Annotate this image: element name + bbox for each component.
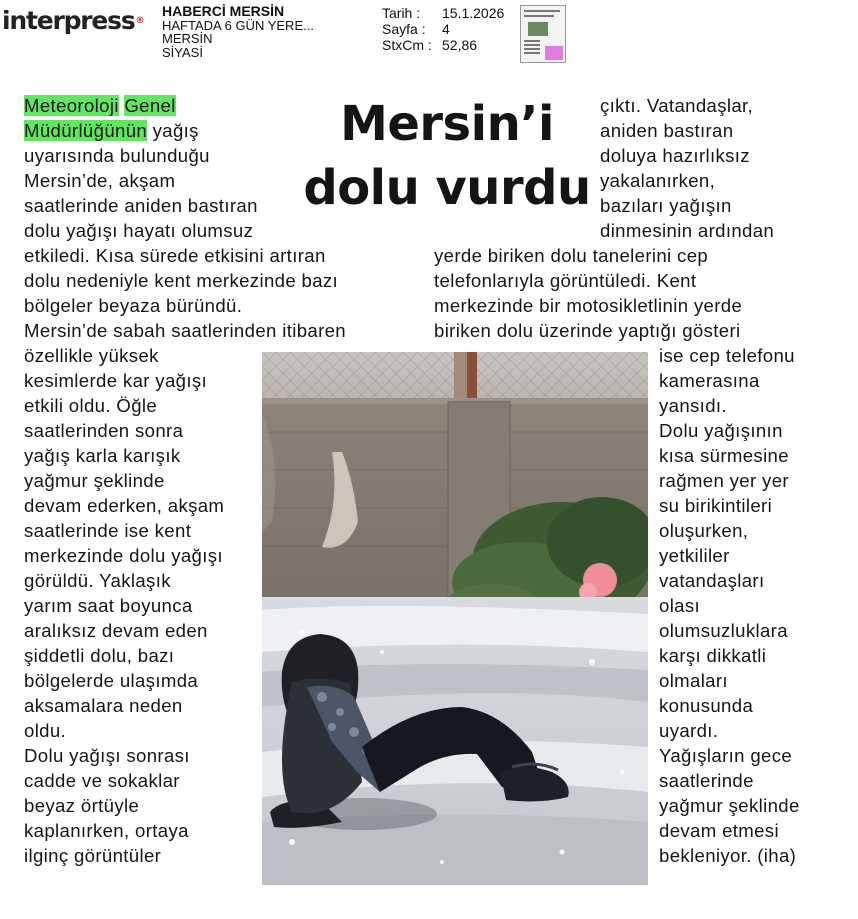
highlight-genel: Genel <box>124 95 176 116</box>
left-bottom-line: özellikle yüksek <box>24 345 159 366</box>
left-bottom-line: saatlerinden sonra <box>24 420 184 441</box>
right-column-bottom <box>659 343 800 868</box>
left-bottom-line: cadde ve sokaklar <box>24 770 180 791</box>
left-bottom-line: bölgelerde ulaşımda <box>24 670 199 691</box>
right-bottom-line: kısa sürmesine <box>659 445 789 466</box>
page-label: Sayfa : <box>382 21 426 37</box>
right-bottom-line: Yağışların gece <box>659 745 793 766</box>
page-value: 4 <box>442 21 450 37</box>
right-bottom-line: su birikintileri <box>659 495 773 516</box>
right-bottom-line: konusunda <box>659 695 754 716</box>
mid-line: yerde biriken dolu tanelerini cep <box>434 245 709 266</box>
left-bottom-line: yağış karla karışık <box>24 445 181 466</box>
right-top-line: bazıları yağışın <box>600 195 732 216</box>
left-bottom-line: kaplanırken, ortaya <box>24 820 189 841</box>
mid-line: biriken dolu üzerinde yaptığı gösteri <box>434 320 741 341</box>
date-value: 15.1.2026 <box>442 5 505 21</box>
left-bottom-line: görüldü. Yaklaşık <box>24 570 171 591</box>
left-bottom-line: Dolu yağışı sonrası <box>24 745 190 766</box>
right-top-line: doluya hazırlıksız <box>600 145 750 166</box>
right-top-line: çıktı. Vatandaşlar, <box>600 95 754 116</box>
wide-line: bölgeler beyaza büründü. <box>24 295 243 316</box>
left-bottom-line: beyaz örtüyle <box>24 795 140 816</box>
right-bottom-line: karşı dikkatli <box>659 645 767 666</box>
left-bottom-line: yağmur şeklinde <box>24 470 165 491</box>
left-bottom-line: şiddetli dolu, bazı <box>24 645 175 666</box>
right-bottom-line: yağmur şeklinde <box>659 795 800 816</box>
highlight-mudurlugu: Müdürlüğünün <box>24 120 148 141</box>
right-bottom-line: kamerasına <box>659 370 760 391</box>
left-bottom-line: aralıksız devam eden <box>24 620 208 641</box>
left-bottom-line: saatlerinde ise kent <box>24 520 192 541</box>
interpress-logo <box>2 6 143 36</box>
logo-text: interpress <box>2 6 135 35</box>
right-bottom-line: saatlerinde <box>659 770 754 791</box>
right-bottom-line: Dolu yağışının <box>659 420 783 441</box>
publication-city: MERSİN <box>162 31 213 46</box>
publication-category: SİYASİ <box>162 44 203 60</box>
right-column-top <box>600 93 774 243</box>
right-bottom-line: olası <box>659 595 701 616</box>
clip-meta-labels <box>382 5 432 53</box>
left-bottom-line: aksamalara neden <box>24 695 183 716</box>
stxcm-label: StxCm : <box>382 37 432 53</box>
left-bottom-line: devam ederken, akşam <box>24 495 225 516</box>
mid-line: telefonlarıyla görüntüledi. Kent <box>434 270 697 291</box>
left-line: Mersin’de, akşam <box>24 170 176 191</box>
right-bottom-line: vatandaşları <box>659 570 765 591</box>
left-line-2 <box>24 118 258 143</box>
left-line: saatlerinde aniden bastıran <box>24 195 258 216</box>
clip-meta-values <box>442 5 504 53</box>
right-top-line: dinmesinin ardından <box>600 220 775 241</box>
right-bottom-line: uyardı. <box>659 720 719 741</box>
left-line-2-rest: yağış <box>147 120 199 141</box>
left-column-bottom <box>24 343 224 868</box>
registered-mark: ® <box>135 16 144 26</box>
date-label: Tarih : <box>382 5 421 21</box>
wide-line: dolu nedeniyle kent merkezinde bazı <box>24 270 339 291</box>
headline-line-2: dolu vurdu <box>303 160 591 216</box>
right-bottom-line: rağmen yer yer <box>659 470 789 491</box>
right-bottom-line: devam etmesi <box>659 820 779 841</box>
right-top-line: aniden bastıran <box>600 120 734 141</box>
right-bottom-line: yansıdı. <box>659 395 727 416</box>
middle-wide-block <box>434 243 742 343</box>
highlight-meteoroloji: Meteoroloji <box>24 95 119 116</box>
left-line: dolu yağışı hayatı olumsuz <box>24 220 254 241</box>
mid-line: merkezinde bir motosikletlinin yerde <box>434 295 743 316</box>
publication-frequency: HAFTADA 6 GÜN YERE... <box>162 17 314 33</box>
left-bottom-line: merkezinde dolu yağışı <box>24 545 223 566</box>
right-bottom-line: oluşurken, <box>659 520 749 541</box>
left-column-top <box>24 93 258 243</box>
left-bottom-line: ilginç görüntüler <box>24 845 162 866</box>
stxcm-value: 52,86 <box>442 37 478 53</box>
left-bottom-line: etkili oldu. Öğle <box>24 395 158 416</box>
wide-line: etkiledi. Kısa sürede etkisini artıran <box>24 245 326 266</box>
left-wide-block <box>24 243 346 343</box>
headline <box>300 92 594 220</box>
wide-line: Mersin’de sabah saatlerinden itibaren <box>24 320 346 341</box>
headline-line-1: Mersin’i <box>340 96 554 152</box>
left-bottom-line: oldu. <box>24 720 67 741</box>
page-thumbnail <box>520 5 566 63</box>
article-photo <box>262 352 648 885</box>
right-top-line: yakalanırken, <box>600 170 716 191</box>
right-bottom-line: olmaları <box>659 670 728 691</box>
left-bottom-line: kesimlerde kar yağışı <box>24 370 208 391</box>
hail-scene-illustration <box>262 352 648 885</box>
right-bottom-line: ise cep telefonu <box>659 345 795 366</box>
right-bottom-line: olumsuzluklara <box>659 620 788 641</box>
left-line-1 <box>24 93 258 118</box>
right-bottom-line: yetkililer <box>659 545 730 566</box>
left-line: uyarısında bulunduğu <box>24 145 210 166</box>
publication-name: HABERCİ MERSİN <box>162 3 285 19</box>
right-bottom-line: bekleniyor. (iha) <box>659 845 797 866</box>
publication-info <box>162 5 314 59</box>
left-bottom-line: yarım saat boyunca <box>24 595 193 616</box>
